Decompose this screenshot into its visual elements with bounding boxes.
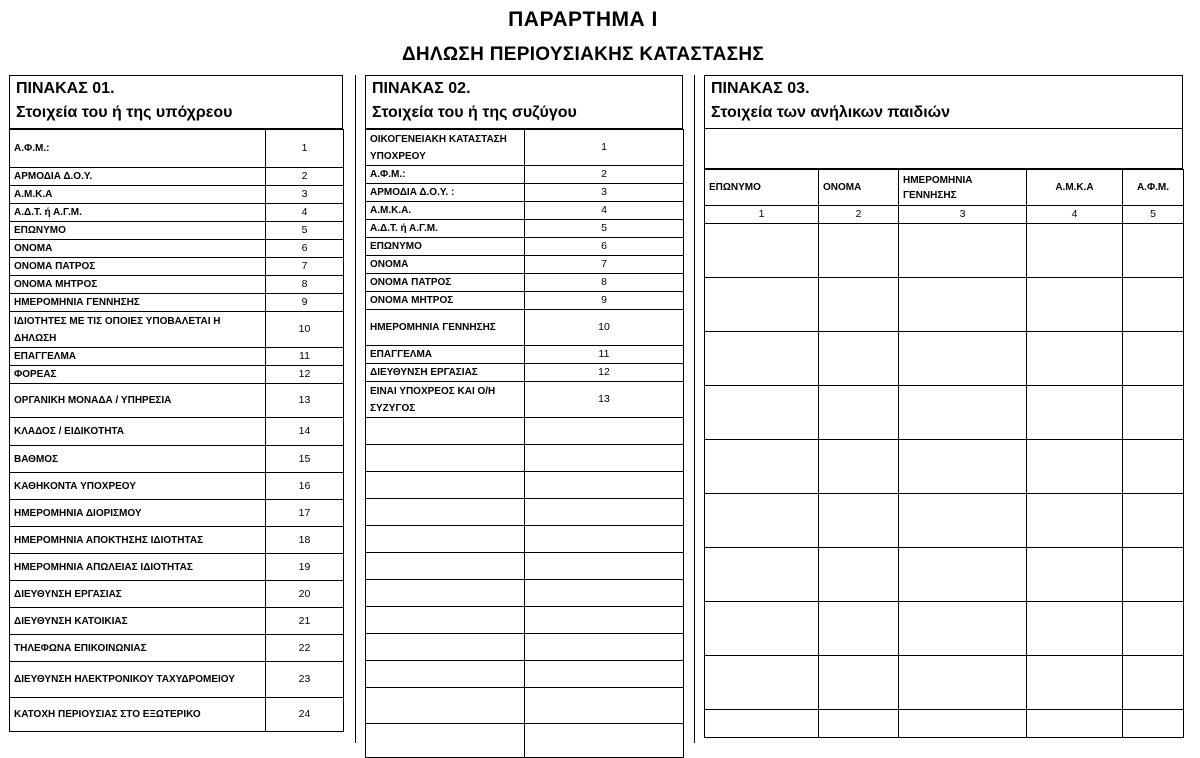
table-row xyxy=(10,554,344,581)
field-label: ΗΜΕΡΟΜΗΝΙΑ ΑΠΩΛΕΙΑΣ ΙΔΙΟΤΗΤΑΣ xyxy=(10,554,266,581)
empty-cell[interactable] xyxy=(366,580,525,607)
field-number: 9 xyxy=(525,292,684,310)
empty-cell[interactable] xyxy=(525,445,684,472)
field-number: 13 xyxy=(525,382,684,418)
field-label: ΟΡΓΑΝΙΚΗ ΜΟΝΑΔΑ / ΥΠΗΡΕΣΙΑ xyxy=(10,384,266,418)
table-row xyxy=(10,635,344,662)
child-row-empty xyxy=(705,548,1184,602)
empty-cell[interactable] xyxy=(705,494,819,548)
empty-cell[interactable] xyxy=(525,661,684,688)
child-row-empty xyxy=(705,602,1184,656)
field-number: 14 xyxy=(266,418,344,446)
empty-cell[interactable] xyxy=(1027,494,1123,548)
empty-cell[interactable] xyxy=(525,724,684,758)
field-label: ΟΝΟΜΑ ΜΗΤΡΟΣ xyxy=(366,292,525,310)
empty-cell[interactable] xyxy=(366,445,525,472)
column-header-row xyxy=(705,170,1184,206)
child-row-empty xyxy=(705,710,1184,738)
field-number: 11 xyxy=(525,346,684,364)
empty-cell[interactable] xyxy=(366,724,525,758)
table-row xyxy=(10,500,344,527)
table-03-heading: Στοιχεία των ανήλικων παιδιών xyxy=(711,104,951,121)
empty-cell[interactable] xyxy=(705,332,819,386)
table-row xyxy=(10,366,344,384)
table-03-spacer xyxy=(704,129,1183,169)
empty-cell[interactable] xyxy=(819,278,899,332)
table-01-header xyxy=(9,75,343,129)
field-label: ΟΝΟΜΑ xyxy=(366,256,525,274)
table-row xyxy=(10,527,344,554)
field-number: 2 xyxy=(266,168,344,186)
table-row xyxy=(366,364,684,382)
empty-cell[interactable] xyxy=(819,656,899,710)
empty-cell[interactable] xyxy=(1123,278,1184,332)
empty-cell[interactable] xyxy=(819,602,899,656)
field-number: 6 xyxy=(266,240,344,258)
empty-cell[interactable] xyxy=(525,472,684,499)
column-header: Α.Φ.Μ. xyxy=(1123,170,1184,206)
field-number: 20 xyxy=(266,581,344,608)
field-label: ΤΗΛΕΦΩΝΑ ΕΠΙΚΟΙΝΩΝΙΑΣ xyxy=(10,635,266,662)
empty-cell[interactable] xyxy=(899,332,1027,386)
table-row-empty xyxy=(366,499,684,526)
table-row xyxy=(10,662,344,698)
empty-cell[interactable] xyxy=(366,607,525,634)
table-row xyxy=(10,608,344,635)
table-row xyxy=(366,184,684,202)
field-label: ΚΑΤΟΧΗ ΠΕΡΙΟΥΣΙΑΣ ΣΤΟ ΕΞΩΤΕΡΙΚΟ xyxy=(10,698,266,732)
table-row xyxy=(10,312,344,348)
table-row xyxy=(10,258,344,276)
empty-cell[interactable] xyxy=(819,386,899,440)
field-label: ΕΠΑΓΓΕΛΜΑ xyxy=(10,348,266,366)
table-row xyxy=(366,202,684,220)
table-row xyxy=(366,382,684,418)
empty-cell[interactable] xyxy=(1123,386,1184,440)
column-number: 5 xyxy=(1123,206,1184,224)
field-number: 19 xyxy=(266,554,344,581)
column-number: 1 xyxy=(705,206,819,224)
table-row xyxy=(10,348,344,366)
empty-cell[interactable] xyxy=(899,710,1027,738)
table-row xyxy=(366,130,684,166)
field-label: ΔΙΕΥΘΥΝΣΗ ΕΡΓΑΣΙΑΣ xyxy=(366,364,525,382)
field-label: ΟΝΟΜΑ xyxy=(10,240,266,258)
empty-cell[interactable] xyxy=(366,634,525,661)
field-number: 8 xyxy=(266,276,344,294)
empty-cell[interactable] xyxy=(705,440,819,494)
table-03-minor-children xyxy=(704,75,1183,738)
table-01-code: ΠΙΝΑΚΑΣ 01. xyxy=(16,80,115,97)
table-row xyxy=(10,446,344,473)
table-row-empty xyxy=(366,580,684,607)
field-number: 7 xyxy=(266,258,344,276)
empty-cell[interactable] xyxy=(899,224,1027,278)
field-label: ΙΔΙΟΤΗΤΕΣ ΜΕ ΤΙΣ ΟΠΟΙΕΣ ΥΠΟΒΑΛΕΤΑΙ Η ΔΗΛΩΣΗ xyxy=(10,312,266,348)
empty-cell[interactable] xyxy=(819,494,899,548)
empty-cell[interactable] xyxy=(819,332,899,386)
empty-cell[interactable] xyxy=(705,278,819,332)
field-label: ΕΠΩΝΥΜΟ xyxy=(10,222,266,240)
empty-cell[interactable] xyxy=(366,526,525,553)
empty-cell[interactable] xyxy=(899,548,1027,602)
child-row-empty xyxy=(705,332,1184,386)
field-label: ΑΡΜΟΔΙΑ Δ.Ο.Υ. : xyxy=(366,184,525,202)
field-label: ΟΝΟΜΑ ΜΗΤΡΟΣ xyxy=(10,276,266,294)
column-header: Α.Μ.Κ.Α xyxy=(1027,170,1123,206)
table-03-code: ΠΙΝΑΚΑΣ 03. xyxy=(711,80,810,97)
field-number: 15 xyxy=(266,446,344,473)
empty-cell[interactable] xyxy=(899,278,1027,332)
empty-cell[interactable] xyxy=(705,602,819,656)
empty-cell[interactable] xyxy=(1027,656,1123,710)
child-row-empty xyxy=(705,386,1184,440)
field-number: 6 xyxy=(525,238,684,256)
table-row xyxy=(366,238,684,256)
empty-cell[interactable] xyxy=(1027,386,1123,440)
empty-cell[interactable] xyxy=(819,440,899,494)
empty-cell[interactable] xyxy=(819,710,899,738)
column-number: 4 xyxy=(1027,206,1123,224)
table-row xyxy=(10,240,344,258)
table-row-empty xyxy=(366,418,684,445)
table-01-declarant xyxy=(9,75,343,732)
table-row-empty xyxy=(366,526,684,553)
empty-cell[interactable] xyxy=(1027,710,1123,738)
table-row xyxy=(366,166,684,184)
empty-cell[interactable] xyxy=(525,580,684,607)
table-02-spouse xyxy=(365,75,683,758)
table-row-empty xyxy=(366,724,684,758)
table-row-empty xyxy=(366,553,684,580)
field-label: Α.Δ.Τ. ή Α.Γ.Μ. xyxy=(366,220,525,238)
empty-cell[interactable] xyxy=(705,224,819,278)
empty-cell[interactable] xyxy=(1123,548,1184,602)
field-label: Α.Φ.Μ.: xyxy=(10,130,266,168)
field-number: 4 xyxy=(525,202,684,220)
field-label: ΕΠΑΓΓΕΛΜΑ xyxy=(366,346,525,364)
column-header: ΟΝΟΜΑ xyxy=(819,170,899,206)
table-02-grid xyxy=(365,129,684,758)
field-number: 22 xyxy=(266,635,344,662)
empty-cell[interactable] xyxy=(705,710,819,738)
child-row-empty xyxy=(705,278,1184,332)
column-header: ΗΜΕΡΟΜΗΝΙΑ ΓΕΝΝΗΣΗΣ xyxy=(899,170,1027,206)
table-03-grid xyxy=(704,169,1184,738)
field-label: ΟΝΟΜΑ ΠΑΤΡΟΣ xyxy=(10,258,266,276)
table-row xyxy=(366,220,684,238)
empty-cell[interactable] xyxy=(1027,548,1123,602)
column-number-row xyxy=(705,206,1184,224)
empty-cell[interactable] xyxy=(1027,332,1123,386)
field-number: 18 xyxy=(266,527,344,554)
field-label: ΒΑΘΜΟΣ xyxy=(10,446,266,473)
field-number: 11 xyxy=(266,348,344,366)
empty-cell[interactable] xyxy=(899,494,1027,548)
field-label: ΔΙΕΥΘΥΝΣΗ ΗΛΕΚΤΡΟΝΙΚΟΥ ΤΑΧΥΔΡΟΜΕΙΟΥ xyxy=(10,662,266,698)
table-row-empty xyxy=(366,472,684,499)
field-number: 3 xyxy=(525,184,684,202)
field-number: 5 xyxy=(525,220,684,238)
empty-cell[interactable] xyxy=(525,418,684,445)
field-number: 10 xyxy=(525,310,684,346)
empty-cell[interactable] xyxy=(525,607,684,634)
field-number: 16 xyxy=(266,473,344,500)
empty-cell[interactable] xyxy=(1123,602,1184,656)
field-number: 2 xyxy=(525,166,684,184)
table-row xyxy=(10,473,344,500)
field-number: 12 xyxy=(266,366,344,384)
field-label: ΗΜΕΡΟΜΗΝΙΑ ΑΠΟΚΤΗΣΗΣ ΙΔΙΟΤΗΤΑΣ xyxy=(10,527,266,554)
empty-cell[interactable] xyxy=(525,553,684,580)
field-number: 12 xyxy=(525,364,684,382)
column-separator xyxy=(355,75,356,743)
field-number: 9 xyxy=(266,294,344,312)
empty-cell[interactable] xyxy=(525,634,684,661)
empty-cell[interactable] xyxy=(819,224,899,278)
table-row xyxy=(366,292,684,310)
field-label: ΦΟΡΕΑΣ xyxy=(10,366,266,384)
empty-cell[interactable] xyxy=(525,526,684,553)
empty-cell[interactable] xyxy=(366,472,525,499)
table-row xyxy=(366,310,684,346)
empty-cell[interactable] xyxy=(899,656,1027,710)
empty-cell[interactable] xyxy=(705,548,819,602)
empty-cell[interactable] xyxy=(1027,278,1123,332)
field-label: ΟΝΟΜΑ ΠΑΤΡΟΣ xyxy=(366,274,525,292)
table-row xyxy=(10,276,344,294)
table-row xyxy=(10,294,344,312)
table-03-header xyxy=(704,75,1183,129)
empty-cell[interactable] xyxy=(705,656,819,710)
empty-cell[interactable] xyxy=(899,386,1027,440)
empty-cell[interactable] xyxy=(366,418,525,445)
table-row-empty xyxy=(366,688,684,724)
field-label: ΚΛΑΔΟΣ / ΕΙΔΙΚΟΤΗΤΑ xyxy=(10,418,266,446)
empty-cell[interactable] xyxy=(366,688,525,724)
field-label: Α.Φ.Μ.: xyxy=(366,166,525,184)
field-label: ΗΜΕΡΟΜΗΝΙΑ ΓΕΝΝΗΣΗΣ xyxy=(366,310,525,346)
field-number: 23 xyxy=(266,662,344,698)
table-row xyxy=(10,130,344,168)
empty-cell[interactable] xyxy=(1123,656,1184,710)
table-02-code: ΠΙΝΑΚΑΣ 02. xyxy=(372,80,471,97)
field-label: ΕΠΩΝΥΜΟ xyxy=(366,238,525,256)
field-number: 21 xyxy=(266,608,344,635)
field-number: 24 xyxy=(266,698,344,732)
table-row xyxy=(10,418,344,446)
table-02-header xyxy=(365,75,683,129)
field-number: 4 xyxy=(266,204,344,222)
empty-cell[interactable] xyxy=(366,553,525,580)
table-01-grid xyxy=(9,129,344,732)
empty-cell[interactable] xyxy=(1123,440,1184,494)
table-row-empty xyxy=(366,661,684,688)
empty-cell[interactable] xyxy=(366,661,525,688)
table-row xyxy=(10,222,344,240)
field-label: ΟΙΚΟΓΕΝΕΙΑΚΗ ΚΑΤΑΣΤΑΣΗ ΥΠΟΧΡΕΟΥ xyxy=(366,130,525,166)
field-number: 5 xyxy=(266,222,344,240)
child-row-empty xyxy=(705,224,1184,278)
empty-cell[interactable] xyxy=(1123,332,1184,386)
table-row-empty xyxy=(366,607,684,634)
field-label: Α.Δ.Τ. ή Α.Γ.Μ. xyxy=(10,204,266,222)
empty-cell[interactable] xyxy=(1027,440,1123,494)
field-number: 3 xyxy=(266,186,344,204)
document-subtitle: ΔΗΛΩΣΗ ΠΕΡΙΟΥΣΙΑΚΗΣ ΚΑΤΑΣΤΑΣΗΣ xyxy=(401,44,765,65)
empty-cell[interactable] xyxy=(819,548,899,602)
field-number: 1 xyxy=(266,130,344,168)
field-label: ΕΙΝΑΙ ΥΠΟΧΡΕΟΣ ΚΑΙ Ο/Η ΣΥΖΥΓΟΣ xyxy=(366,382,525,418)
empty-cell[interactable] xyxy=(525,499,684,526)
column-number: 2 xyxy=(819,206,899,224)
table-row xyxy=(10,168,344,186)
empty-cell[interactable] xyxy=(1123,494,1184,548)
field-label: ΑΡΜΟΔΙΑ Δ.Ο.Υ. xyxy=(10,168,266,186)
field-number: 13 xyxy=(266,384,344,418)
table-row xyxy=(10,186,344,204)
empty-cell[interactable] xyxy=(1027,602,1123,656)
table-row-empty xyxy=(366,634,684,661)
table-row xyxy=(10,581,344,608)
table-row-empty xyxy=(366,445,684,472)
child-row-empty xyxy=(705,440,1184,494)
column-header: ΕΠΩΝΥΜΟ xyxy=(705,170,819,206)
field-label: ΔΙΕΥΘΥΝΣΗ ΕΡΓΑΣΙΑΣ xyxy=(10,581,266,608)
column-separator xyxy=(694,75,695,743)
table-row xyxy=(10,698,344,732)
column-number: 3 xyxy=(899,206,1027,224)
empty-cell[interactable] xyxy=(899,602,1027,656)
table-01-heading: Στοιχεία του ή της υπόχρεου xyxy=(16,104,233,121)
table-row xyxy=(10,384,344,418)
field-label: ΗΜΕΡΟΜΗΝΙΑ ΓΕΝΝΗΣΗΣ xyxy=(10,294,266,312)
field-number: 1 xyxy=(525,130,684,166)
field-label: ΚΑΘΗΚΟΝΤΑ ΥΠΟΧΡΕΟΥ xyxy=(10,473,266,500)
document-title: ΠΑΡΑΡΤΗΜΑ Ι xyxy=(508,8,658,31)
empty-cell[interactable] xyxy=(899,440,1027,494)
table-02-heading: Στοιχεία του ή της συζύγου xyxy=(372,104,577,121)
table-row xyxy=(366,346,684,364)
field-number: 7 xyxy=(525,256,684,274)
field-label: ΗΜΕΡΟΜΗΝΙΑ ΔΙΟΡΙΣΜΟΥ xyxy=(10,500,266,527)
empty-cell[interactable] xyxy=(705,386,819,440)
empty-cell[interactable] xyxy=(1027,224,1123,278)
field-number: 17 xyxy=(266,500,344,527)
empty-cell[interactable] xyxy=(1123,710,1184,738)
child-row-empty xyxy=(705,494,1184,548)
field-number: 8 xyxy=(525,274,684,292)
empty-cell[interactable] xyxy=(366,499,525,526)
empty-cell[interactable] xyxy=(1123,224,1184,278)
table-row xyxy=(10,204,344,222)
field-label: Α.Μ.Κ.Α xyxy=(10,186,266,204)
field-label: ΔΙΕΥΘΥΝΣΗ ΚΑΤΟΙΚΙΑΣ xyxy=(10,608,266,635)
field-number: 10 xyxy=(266,312,344,348)
table-row xyxy=(366,256,684,274)
table-row xyxy=(366,274,684,292)
field-label: Α.Μ.Κ.Α. xyxy=(366,202,525,220)
empty-cell[interactable] xyxy=(525,688,684,724)
child-row-empty xyxy=(705,656,1184,710)
